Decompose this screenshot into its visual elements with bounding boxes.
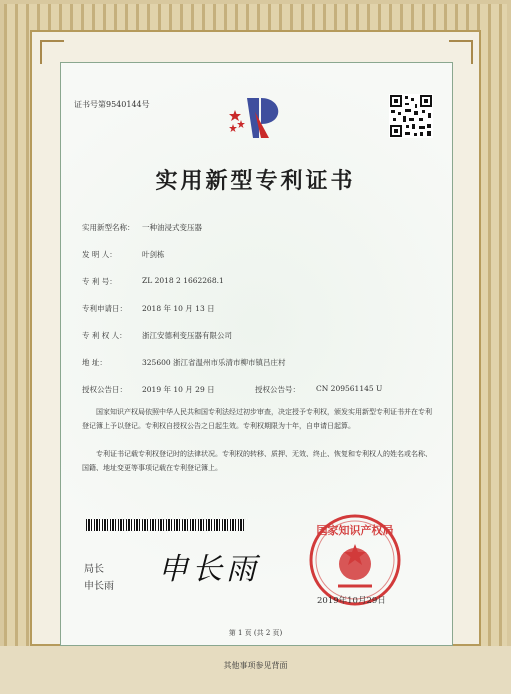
qr-code (389, 94, 433, 138)
handwritten-signature: 申长雨 (158, 552, 260, 587)
owner-label: 专 利 权 人： (82, 331, 127, 340)
name-label: 实用新型名称： (82, 223, 135, 232)
grant-number-value: CN 209561145 U (316, 384, 383, 393)
corner-ornament (40, 40, 64, 64)
signatory-role: 局长 (84, 564, 104, 575)
page-indicator: 第 1 页 (共 2 页) (228, 629, 283, 637)
legal-status-statement: 专利证书记载专利权登记时的法律状况。专利权的转移、质押、无效、终止、恢复和专利权人的姓名或名称、国籍、地址变更等事项记载在专利登记簿上。 (82, 450, 432, 472)
address-value: 325600 浙江省温州市乐清市柳市镇吕庄村 (142, 358, 286, 367)
inventor-label: 发 明 人： (82, 250, 117, 259)
grant-statement: 国家知识产权局依照中华人民共和国专利法经过初步审查，决定授予专利权，颁发实用新型专利证书并在专利登记簿上予以登记。专利权自授权公告之日起生效。专利权期限为十年，自申请日起算。 (82, 408, 432, 430)
inventor-value: 叶剑栋 (142, 250, 165, 259)
owner-value: 浙江安德利变压器有限公司 (142, 331, 232, 340)
seal-date: 2019年10月29日 (317, 596, 386, 606)
address-label: 地 址： (82, 358, 107, 367)
filing-date-value: 2018 年 10 月 13 日 (142, 304, 215, 313)
patent-number-label: 专 利 号： (82, 277, 117, 286)
name-value: 一种油浸式变压器 (142, 223, 202, 232)
patent-office-logo (225, 90, 295, 145)
footer-note: 其他事项参见背面 (223, 661, 288, 670)
seal-text: 国家知识产权局 (316, 524, 394, 537)
patent-number-value: ZL 2018 2 1662268.1 (142, 276, 224, 285)
corner-ornament (449, 40, 473, 64)
signatory-name: 申长雨 (84, 581, 114, 592)
certificate-title: 实用新型专利证书 (155, 168, 356, 194)
certificate-number: 证书号第9540144号 (74, 100, 150, 109)
grant-number-label: 授权公告号： (255, 385, 300, 394)
filing-date-label: 专利申请日： (82, 304, 127, 313)
grant-date-value: 2019 年 10 月 29 日 (142, 385, 215, 394)
grant-date-label: 授权公告日： (82, 385, 127, 394)
barcode (86, 519, 244, 531)
